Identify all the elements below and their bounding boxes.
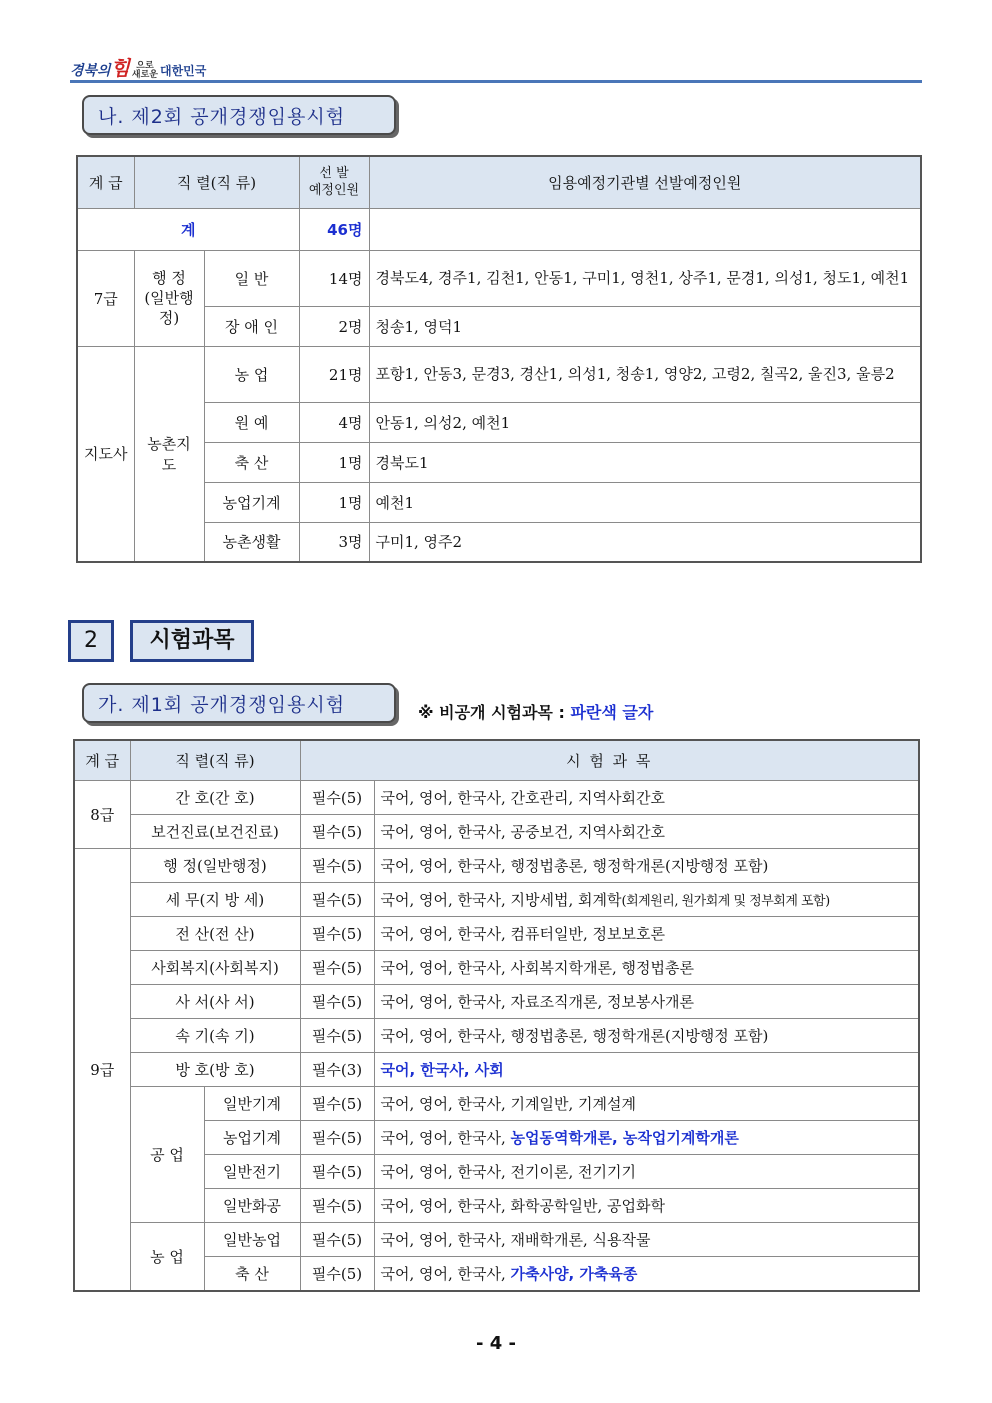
gyeongbuk-logo bbox=[70, 52, 206, 81]
req-agri-mech: 필수(5) bbox=[300, 1120, 374, 1154]
count-agri: 21명 bbox=[299, 346, 369, 402]
logo-text-3a: 으로 bbox=[136, 61, 154, 71]
req-gen-mech: 필수(5) bbox=[300, 1086, 374, 1120]
series-rural: 농촌지도 bbox=[134, 346, 204, 562]
req-computer: 필수(5) bbox=[300, 916, 374, 950]
subj-gen-chem: 국어, 영어, 한국사, 화학공학일반, 공업화학 bbox=[374, 1188, 919, 1222]
exam-subject-table bbox=[73, 739, 920, 1292]
series-tax: 세 무(지 방 세) bbox=[130, 882, 300, 916]
subj-gen-agri: 국어, 영어, 한국사, 재배학개론, 식용작물 bbox=[374, 1222, 919, 1256]
subj-health: 국어, 영어, 한국사, 공중보건, 지역사회간호 bbox=[374, 814, 919, 848]
subj-tax-note: (회계원리, 원가회계 및 정부회계 포함) bbox=[621, 893, 830, 909]
subj-admin9: 국어, 영어, 한국사, 행정법총론, 행정학개론(지방행정 포함) bbox=[374, 848, 919, 882]
count-disabled: 2명 bbox=[299, 306, 369, 346]
series-admin-line2: (일반행정) bbox=[144, 289, 194, 327]
col-institutions: 임용예정기관별 선발예정인원 bbox=[369, 156, 921, 208]
logo-text-1: 경북의 bbox=[70, 63, 111, 79]
type-livestock9: 축 산 bbox=[204, 1256, 300, 1291]
col-subjects: 시 험 과 목 bbox=[300, 740, 919, 780]
req-welfare: 필수(5) bbox=[300, 950, 374, 984]
header-rule bbox=[70, 80, 922, 83]
subj-librarian: 국어, 영어, 한국사, 자료조직개론, 정보봉사개론 bbox=[374, 984, 919, 1018]
series-admin-line1: 행 정 bbox=[152, 269, 186, 287]
subj-computer: 국어, 영어, 한국사, 컴퓨터일반, 정보보호론 bbox=[374, 916, 919, 950]
section-title-a: 가. 제1회 공개경쟁임용시험 bbox=[82, 683, 396, 723]
type-gen-agri: 일반농업 bbox=[204, 1222, 300, 1256]
col-grade: 계 급 bbox=[77, 156, 134, 208]
req-gen-agri: 필수(5) bbox=[300, 1222, 374, 1256]
closed-subject-note bbox=[418, 700, 653, 723]
req-defense: 필수(3) bbox=[300, 1052, 374, 1086]
type-agri: 농 업 bbox=[204, 346, 299, 402]
page-header bbox=[70, 48, 922, 82]
type-disabled: 장 애 인 bbox=[204, 306, 299, 346]
subj-agri-mech-closed: 농업동역학개론, 농작업기계학개론 bbox=[510, 1128, 739, 1147]
subj-welfare: 국어, 영어, 한국사, 사회복지학개론, 행정법총론 bbox=[374, 950, 919, 984]
subj-nursing: 국어, 영어, 한국사, 간호관리, 지역사회간호 bbox=[374, 780, 919, 814]
col-position-a: 직 렬(직 류) bbox=[130, 740, 300, 780]
detail-agri: 포항1, 안동3, 문경3, 경산1, 의성1, 청송1, 영양2, 고령2, 칠곡2, 울진3, 울릉2 bbox=[369, 346, 921, 402]
subj-agri-mech bbox=[374, 1120, 919, 1154]
section-heading: 시험과목 bbox=[130, 620, 254, 662]
count-general: 14명 bbox=[299, 250, 369, 306]
type-general: 일 반 bbox=[204, 250, 299, 306]
grade-7: 7급 bbox=[77, 250, 134, 346]
series-agriculture: 농 업 bbox=[130, 1222, 204, 1291]
page-number: - 4 - bbox=[476, 1333, 516, 1354]
grade-9: 9급 bbox=[74, 848, 130, 1291]
series-admin9: 행 정(일반행정) bbox=[130, 848, 300, 882]
req-admin9: 필수(5) bbox=[300, 848, 374, 882]
req-gen-elec: 필수(5) bbox=[300, 1154, 374, 1188]
series-stenography: 속 기(속 기) bbox=[130, 1018, 300, 1052]
detail-disabled: 청송1, 영덕1 bbox=[369, 306, 921, 346]
subj-stenography: 국어, 영어, 한국사, 행정법총론, 행정학개론(지방행정 포함) bbox=[374, 1018, 919, 1052]
section-title-b: 나. 제2회 공개경쟁임용시험 bbox=[82, 95, 396, 135]
req-health: 필수(5) bbox=[300, 814, 374, 848]
series-computer: 전 산(전 산) bbox=[130, 916, 300, 950]
req-tax: 필수(5) bbox=[300, 882, 374, 916]
col-count bbox=[299, 156, 369, 208]
logo-text-3b: 새로운 bbox=[131, 70, 158, 80]
count-livestock: 1명 bbox=[299, 442, 369, 482]
series-nursing: 간 호(간 호) bbox=[130, 780, 300, 814]
logo-text-2: 힘 bbox=[110, 56, 130, 80]
note-prefix: ※ 비공개 시험과목 : bbox=[418, 703, 571, 722]
total-count: 46명 bbox=[299, 208, 369, 250]
type-horti: 원 예 bbox=[204, 402, 299, 442]
series-defense: 방 호(방 호) bbox=[130, 1052, 300, 1086]
subj-livestock9-closed: 가축사양, 가축육종 bbox=[510, 1264, 638, 1283]
note-highlight: 파란색 글자 bbox=[570, 703, 654, 722]
req-gen-chem: 필수(5) bbox=[300, 1188, 374, 1222]
type-livestock: 축 산 bbox=[204, 442, 299, 482]
subj-livestock9-common: 국어, 영어, 한국사, bbox=[380, 1264, 511, 1283]
req-stenography: 필수(5) bbox=[300, 1018, 374, 1052]
req-librarian: 필수(5) bbox=[300, 984, 374, 1018]
series-industry: 공 업 bbox=[130, 1086, 204, 1222]
req-nursing: 필수(5) bbox=[300, 780, 374, 814]
type-agri-machine: 농업기계 bbox=[204, 482, 299, 522]
subj-tax bbox=[374, 882, 919, 916]
subj-tax-main: 국어, 영어, 한국사, 지방세법, 회계학 bbox=[380, 890, 622, 909]
count-rural-life: 3명 bbox=[299, 522, 369, 562]
subj-defense: 국어, 한국사, 사회 bbox=[374, 1052, 919, 1086]
req-livestock9: 필수(5) bbox=[300, 1256, 374, 1291]
series-health: 보건진료(보건진료) bbox=[130, 814, 300, 848]
type-agri-mech: 농업기계 bbox=[204, 1120, 300, 1154]
series-welfare: 사회복지(사회복지) bbox=[130, 950, 300, 984]
recruitment-table-2 bbox=[76, 155, 922, 563]
type-gen-mech: 일반기계 bbox=[204, 1086, 300, 1120]
subj-gen-elec: 국어, 영어, 한국사, 전기이론, 전기기기 bbox=[374, 1154, 919, 1188]
section-number: 2 bbox=[68, 620, 114, 662]
detail-rural-life: 구미1, 영주2 bbox=[369, 522, 921, 562]
total-detail bbox=[369, 208, 921, 250]
logo-text-3 bbox=[132, 62, 158, 80]
detail-livestock: 경북도1 bbox=[369, 442, 921, 482]
detail-general: 경북도4, 경주1, 김천1, 안동1, 구미1, 영천1, 상주1, 문경1, 의성1, 청도1, 예천1 bbox=[369, 250, 921, 306]
logo-text-4: 대한민국 bbox=[160, 64, 207, 78]
type-gen-chem: 일반화공 bbox=[204, 1188, 300, 1222]
detail-horti: 안동1, 의성2, 예천1 bbox=[369, 402, 921, 442]
col-count-line2: 예정인원 bbox=[308, 183, 360, 199]
type-gen-elec: 일반전기 bbox=[204, 1154, 300, 1188]
col-count-line1: 선 발 bbox=[319, 166, 349, 182]
total-label: 계 bbox=[77, 208, 299, 250]
subj-agri-mech-common: 국어, 영어, 한국사, bbox=[380, 1128, 511, 1147]
detail-agri-machine: 예천1 bbox=[369, 482, 921, 522]
count-agri-machine: 1명 bbox=[299, 482, 369, 522]
series-admin bbox=[134, 250, 204, 346]
col-grade-a: 계 급 bbox=[74, 740, 130, 780]
col-position: 직 렬(직 류) bbox=[134, 156, 299, 208]
subj-gen-mech: 국어, 영어, 한국사, 기계일반, 기계설계 bbox=[374, 1086, 919, 1120]
subj-livestock9 bbox=[374, 1256, 919, 1291]
grade-8: 8급 bbox=[74, 780, 130, 848]
type-rural-life: 농촌생활 bbox=[204, 522, 299, 562]
series-librarian: 사 서(사 서) bbox=[130, 984, 300, 1018]
grade-guide: 지도사 bbox=[77, 346, 134, 562]
count-horti: 4명 bbox=[299, 402, 369, 442]
